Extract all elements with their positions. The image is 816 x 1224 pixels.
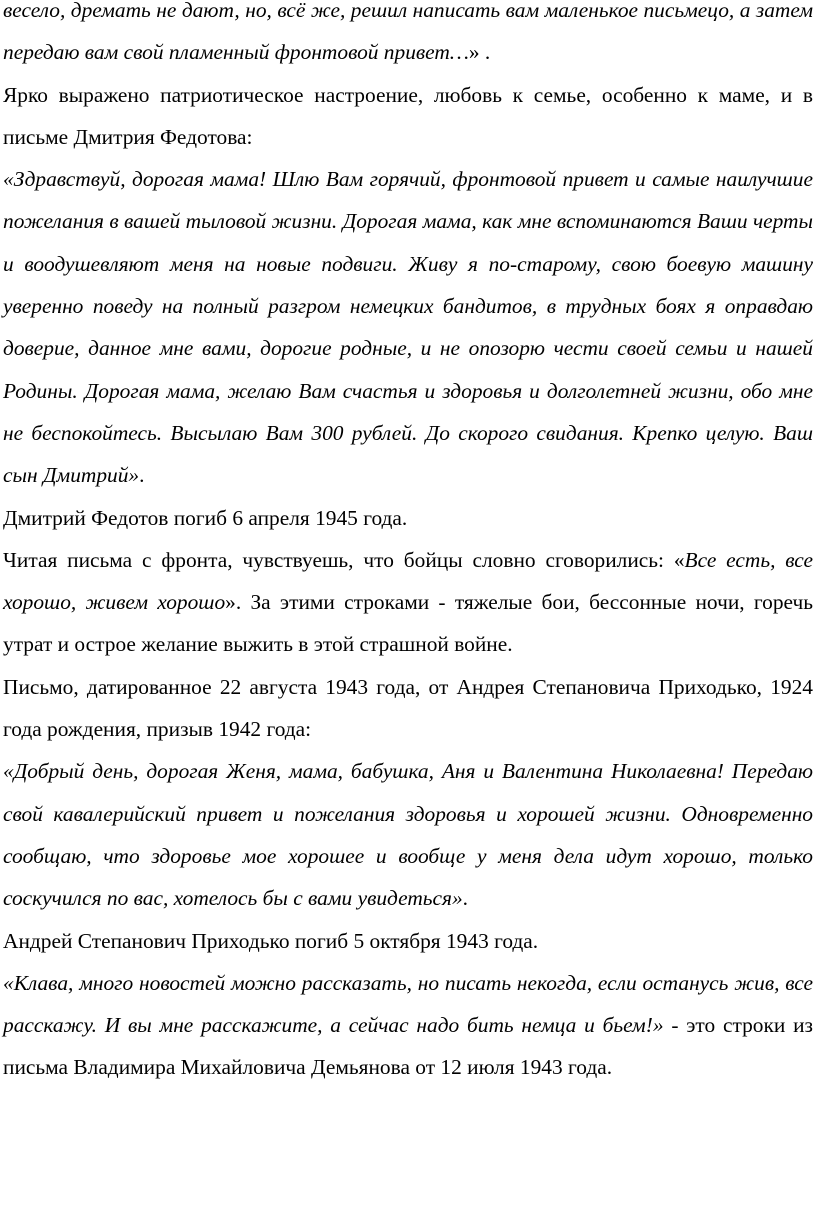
paragraph-fedotov-death: Дмитрий Федотов погиб 6 апреля 1945 года. <box>3 505 408 530</box>
paragraph-text: . <box>462 886 469 911</box>
quoted-letter-text: «Здравствуй, дорогая мама! Шлю Вам горячий, фронтовой привет и самые наилучшие пожелания в вашей тыловой жизни. Дорогая мама, как мне вспоминаются Ваши черты и воодушевляют меня на новые подвиги. Живу я по-старому, свою боевую машину уверенно поведу на полный разгром немецких бандитов, в трудных боях я оправдаю доверие, данное мне вами, дорогие родные, и не опозорю чести своей семьи и нашей Родины. Дорогая мама, желаю Вам счастья и здоровья и долголетней жизни, обо мне не беспокойтесь. Высылаю Вам 300 рублей. До скорого свидания. Крепко целую. Ваш сын Дмитрий» <box>3 167 813 488</box>
paragraph-fedotov-intro: Ярко выражено патриотическое настроение, любовь к семье, особенно к маме, и в письме Дмитрия Федотова: <box>3 82 813 149</box>
paragraph-prikhodko-letter <box>3 750 813 919</box>
paragraph-text: . <box>139 463 145 488</box>
paragraph-demyanov-letter <box>3 962 813 1089</box>
quoted-phrase: Все есть, все хорошо, живем хорошо <box>3 547 813 615</box>
paragraph-text: - это строки из письма Владимира Михайловича Демьянова от 12 июля 1943 года. <box>3 1013 814 1080</box>
quoted-letter-text: «Клава, много новостей можно рассказать, но писать некогда, если останусь жив, все расскажу. И вы мне расскажите, а сейчас надо бить немца и бьем!» <box>3 970 813 1038</box>
paragraph-letter-fragment-end <box>3 0 813 74</box>
paragraph-letters-reflection <box>3 539 813 666</box>
paragraph-text: ». За этими строками - тяжелые бои, бессонные ночи, горечь утрат и острое желание выжить в этой страшной войне. <box>3 590 813 657</box>
paragraph-prikhodko-intro: Письмо, датированное 22 августа 1943 года, от Андрея Степановича Приходько, 1924 года рождения, призыв 1942 года: <box>3 674 813 742</box>
quoted-letter-text: «Добрый день, дорогая Женя, мама, бабушка, Аня и Валентина Николаевна! Передаю свой кавалерийский привет и пожелания здоровья и хорошей жизни. Одновременно сообщаю, что здоровье мое хорошее и вообще у меня дела идут хорошо, только соскучился по вас, хотелось бы с вами увидеться» <box>3 759 813 911</box>
paragraph-text: » . <box>468 40 491 65</box>
paragraph-prikhodko-death: Андрей Степанович Приходько погиб 5 октября 1943 года. <box>3 928 539 953</box>
quoted-letter-text: весело, дремать не дают, но, всё же, решил написать вам маленькое письмецо, а затем передаю вам свой пламенный фронтовой привет… <box>3 0 813 65</box>
paragraph-text: Читая письма с фронта, чувствуешь, что бойцы словно сговорились: « <box>3 547 685 572</box>
paragraph-fedotov-letter <box>3 158 813 496</box>
